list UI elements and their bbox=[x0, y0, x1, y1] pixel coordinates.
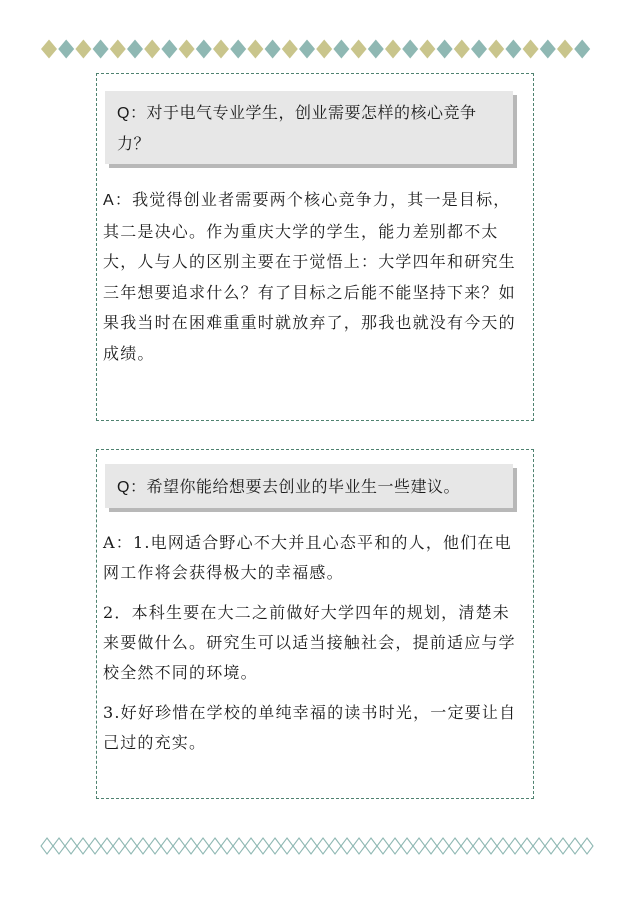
diamond-ornament bbox=[557, 838, 569, 854]
diamond-ornament bbox=[545, 838, 557, 854]
diamond-ornament bbox=[179, 40, 195, 59]
diamond-ornament bbox=[569, 838, 581, 854]
diamond-ornament bbox=[341, 838, 353, 854]
top-diamond-border-graphic bbox=[40, 39, 600, 59]
bottom-diamond-border-graphic bbox=[40, 836, 600, 856]
diamond-ornament bbox=[557, 40, 573, 59]
top-diamond-border bbox=[40, 39, 600, 59]
diamond-ornament bbox=[247, 40, 263, 59]
diamond-ornament bbox=[574, 40, 590, 59]
diamond-ornament bbox=[137, 838, 149, 854]
diamond-ornament bbox=[75, 40, 91, 59]
diamond-ornament bbox=[377, 838, 389, 854]
answer-text-1: 我觉得创业者需要两个核心竞争力，其一是目标，其二是决心。作为重庆大学的学生，能力差别都不太大，人与人的区别主要在于觉悟上：大学四年和研究生三年想要追求什么？有了目标之后能不能坚持下来？如果我当时在困难重重时就放弃了，那我也就没有今天的成绩。 bbox=[103, 190, 516, 363]
diamond-ornament bbox=[351, 40, 367, 59]
diamond-ornament bbox=[368, 40, 384, 59]
diamond-ornament bbox=[77, 838, 89, 854]
diamond-ornament bbox=[389, 838, 401, 854]
question-mark-label: Q： bbox=[117, 105, 147, 122]
diamond-ornament bbox=[497, 838, 509, 854]
diamond-ornament bbox=[353, 838, 365, 854]
diamond-ornament bbox=[401, 838, 413, 854]
diamond-ornament bbox=[197, 838, 209, 854]
diamond-ornament bbox=[317, 838, 329, 854]
diamond-ornament bbox=[365, 838, 377, 854]
diamond-ornament bbox=[173, 838, 185, 854]
diamond-ornament bbox=[230, 40, 246, 59]
diamond-ornament bbox=[257, 838, 269, 854]
diamond-ornament bbox=[245, 838, 257, 854]
diamond-ornament bbox=[185, 838, 197, 854]
diamond-ornament bbox=[333, 40, 349, 59]
answer-item-2: 2．本科生要在大二之前做好大学四年的规划，清楚未来要做什么。研究生可以适当接触社会，提前适应与学校全然不同的环境。 bbox=[103, 603, 516, 682]
diamond-ornament bbox=[53, 838, 65, 854]
diamond-ornament bbox=[581, 838, 593, 854]
question-mark-label: Q： bbox=[117, 479, 147, 496]
diamond-ornament bbox=[471, 40, 487, 59]
diamond-ornament bbox=[299, 40, 315, 59]
answer-block-2 bbox=[103, 528, 527, 758]
diamond-ornament bbox=[213, 40, 229, 59]
bottom-diamond-border bbox=[40, 836, 600, 856]
diamond-ornament bbox=[425, 838, 437, 854]
diamond-ornament bbox=[385, 40, 401, 59]
diamond-ornament bbox=[282, 40, 298, 59]
diamond-ornament bbox=[419, 40, 435, 59]
diamond-ornament bbox=[65, 838, 77, 854]
diamond-ornament bbox=[89, 838, 101, 854]
answer-item-3: 3.好好珍惜在学校的单纯幸福的读书时光，一定要让自己过的充实。 bbox=[103, 703, 517, 752]
answer-paragraph bbox=[103, 185, 527, 369]
diamond-ornament bbox=[144, 40, 160, 59]
diamond-ornament bbox=[505, 40, 521, 59]
diamond-ornament bbox=[473, 838, 485, 854]
diamond-ornament bbox=[413, 838, 425, 854]
diamond-ornament bbox=[402, 40, 418, 59]
question-box-1 bbox=[105, 91, 513, 164]
qa-card-2 bbox=[96, 449, 534, 799]
diamond-ornament bbox=[196, 40, 212, 59]
diamond-ornament bbox=[437, 838, 449, 854]
answer-block-1 bbox=[103, 185, 527, 369]
diamond-ornament bbox=[41, 40, 57, 59]
diamond-ornament bbox=[161, 838, 173, 854]
diamond-ornament bbox=[523, 40, 539, 59]
diamond-ornament bbox=[461, 838, 473, 854]
diamond-ornament bbox=[221, 838, 233, 854]
diamond-ornament bbox=[449, 838, 461, 854]
diamond-ornament bbox=[281, 838, 293, 854]
diamond-ornament bbox=[101, 838, 113, 854]
diamond-ornament bbox=[454, 40, 470, 59]
answer-item-1: A：1.电网适合野心不大并且心态平和的人，他们在电网工作将会获得极大的幸福感。 bbox=[103, 533, 512, 582]
diamond-ornament bbox=[93, 40, 109, 59]
diamond-ornament bbox=[113, 838, 125, 854]
diamond-ornament bbox=[521, 838, 533, 854]
diamond-ornament bbox=[58, 40, 74, 59]
diamond-ornament bbox=[161, 40, 177, 59]
diamond-ornament bbox=[305, 838, 317, 854]
diamond-ornament bbox=[509, 838, 521, 854]
answer-mark-label: A： bbox=[103, 192, 133, 209]
diamond-ornament bbox=[265, 40, 281, 59]
diamond-ornament bbox=[533, 838, 545, 854]
diamond-ornament bbox=[209, 838, 221, 854]
diamond-ornament bbox=[540, 40, 556, 59]
qa-card-1 bbox=[96, 73, 534, 421]
diamond-ornament bbox=[269, 838, 281, 854]
diamond-ornament bbox=[41, 838, 53, 854]
diamond-ornament bbox=[316, 40, 332, 59]
question-text-1: 对于电气专业学生，创业需要怎样的核心竞争力？ bbox=[117, 103, 477, 153]
diamond-ornament bbox=[485, 838, 497, 854]
diamond-ornament bbox=[127, 40, 143, 59]
diamond-ornament bbox=[488, 40, 504, 59]
diamond-ornament bbox=[125, 838, 137, 854]
diamond-ornament bbox=[437, 40, 453, 59]
question-box-2 bbox=[105, 464, 513, 508]
question-text-2: 希望你能给想要去创业的毕业生一些建议。 bbox=[146, 477, 460, 496]
diamond-ornament bbox=[110, 40, 126, 59]
diamond-ornament bbox=[149, 838, 161, 854]
diamond-ornament bbox=[293, 838, 305, 854]
diamond-ornament bbox=[329, 838, 341, 854]
diamond-ornament bbox=[233, 838, 245, 854]
